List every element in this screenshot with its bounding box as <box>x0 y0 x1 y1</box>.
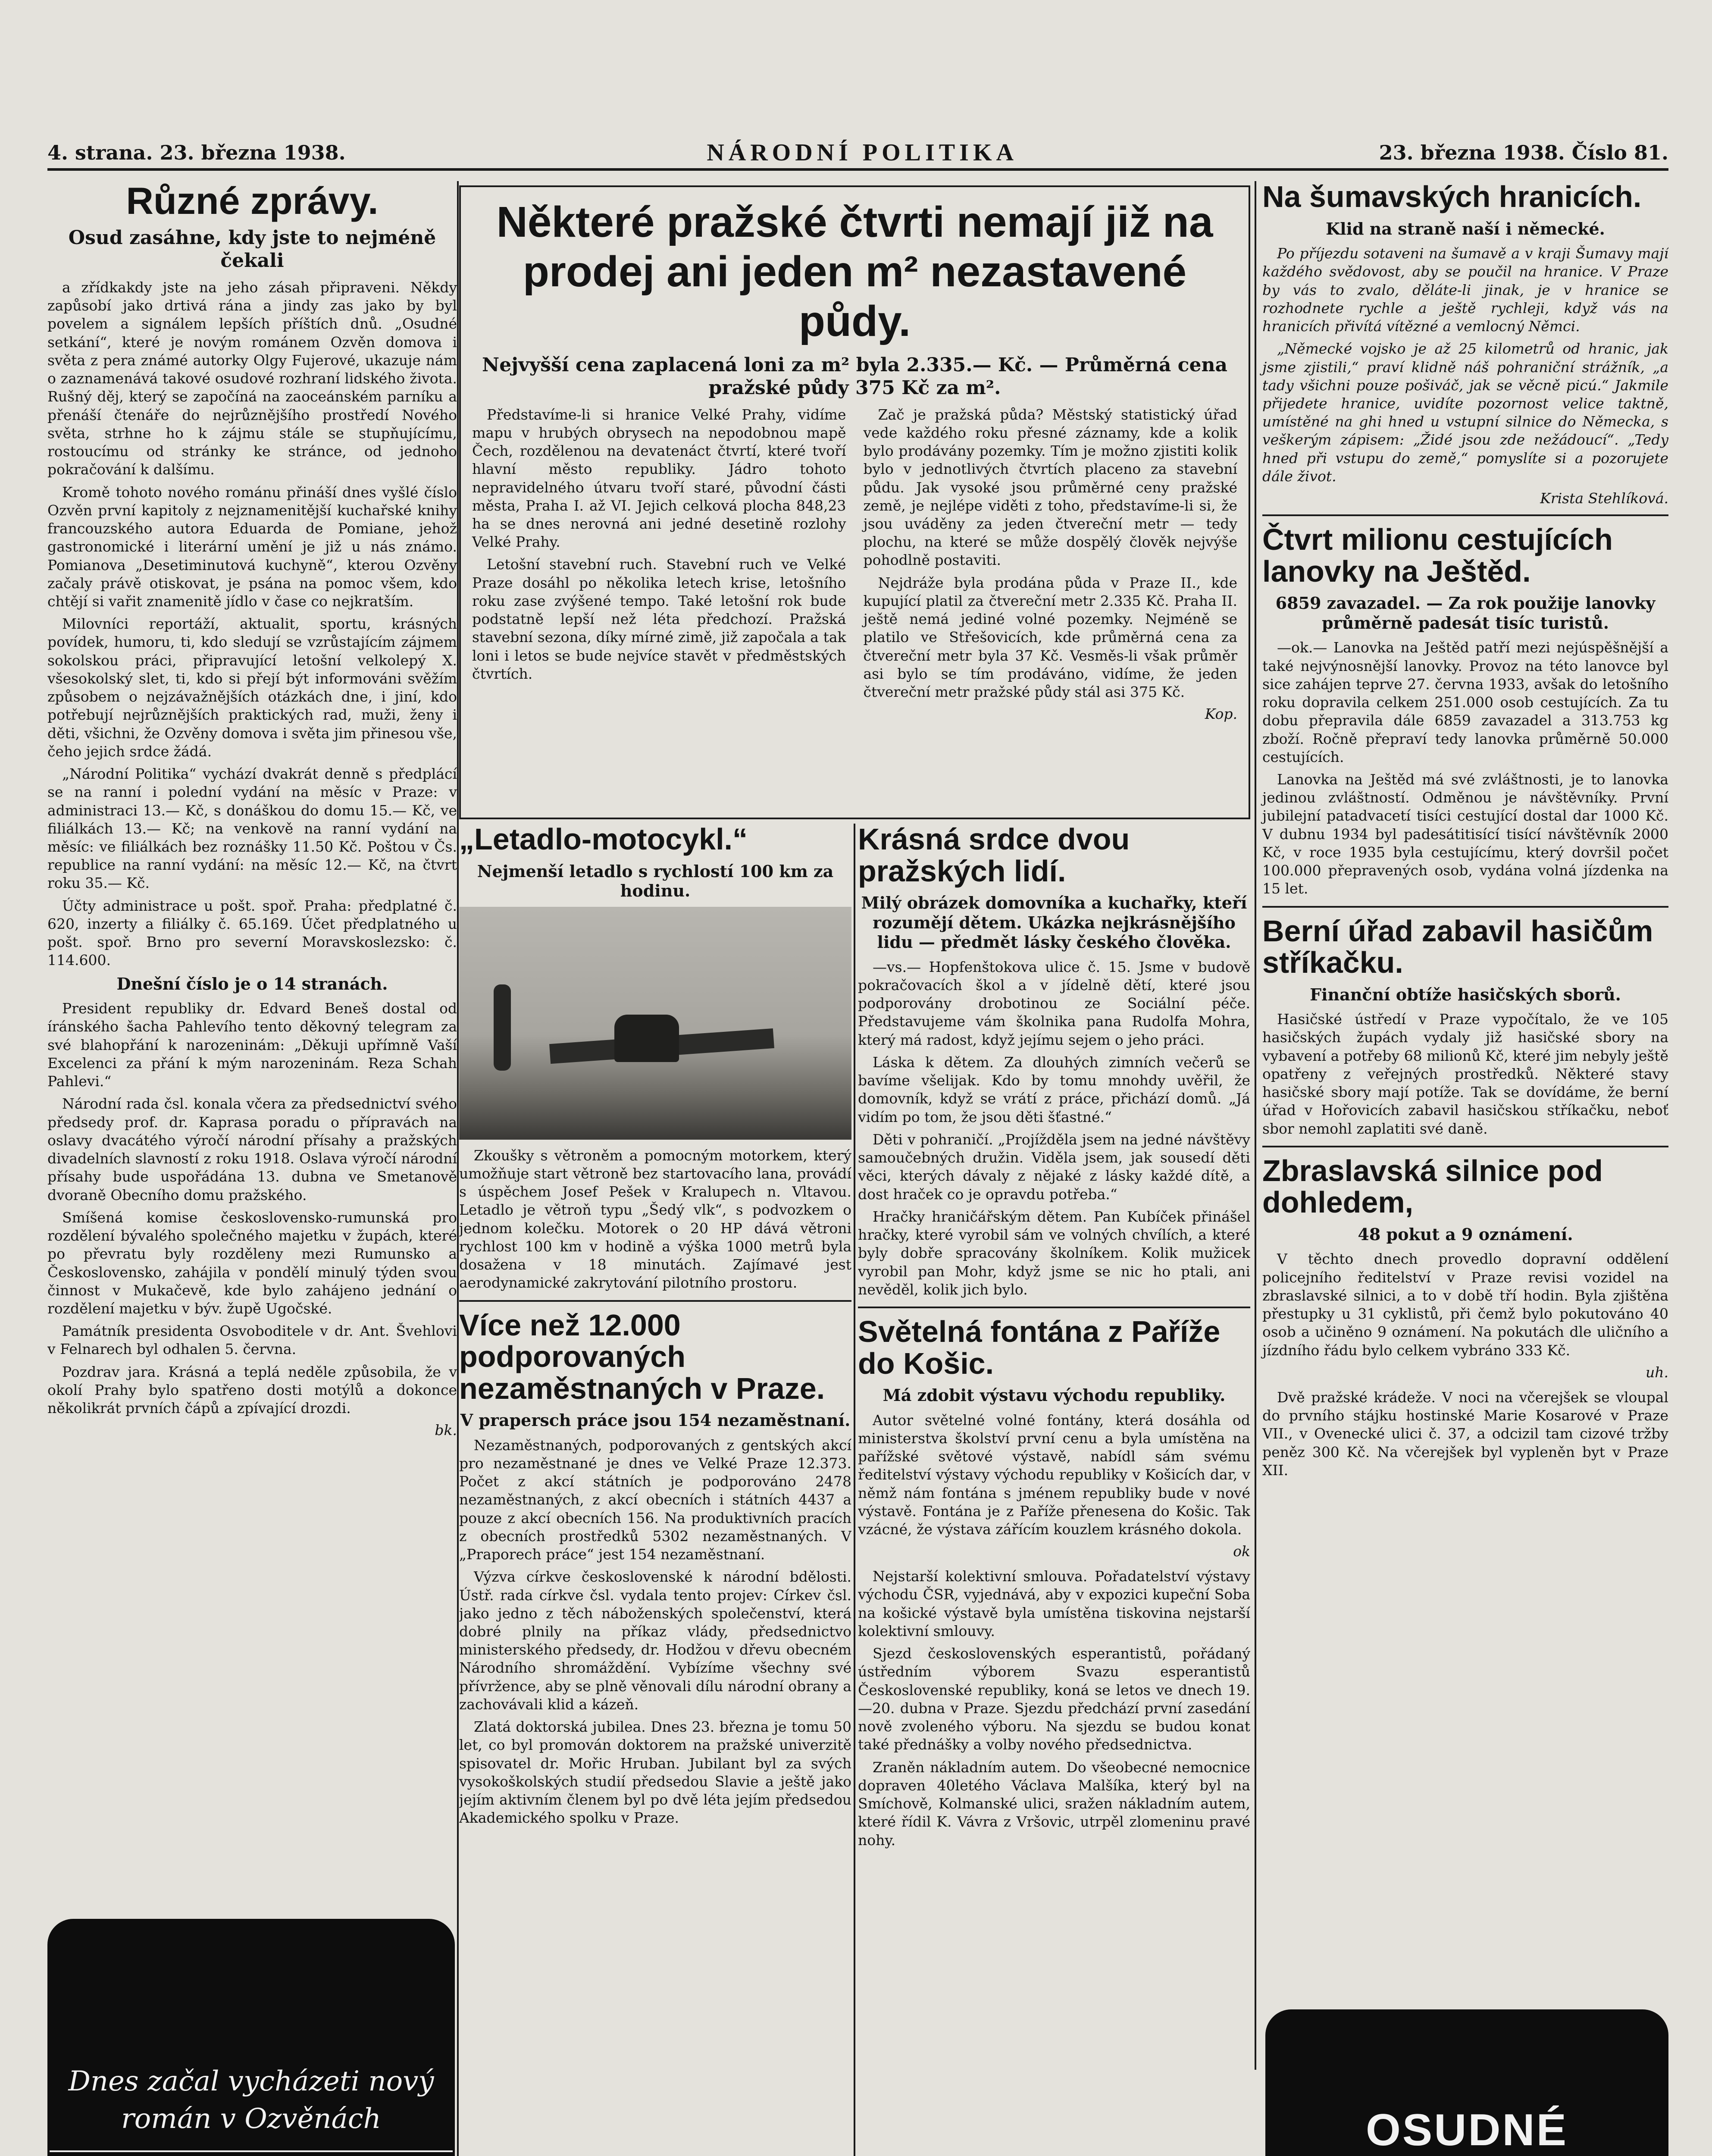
article-subtitle: 6859 zavazadel. — Za rok použije lanovky průměrně padesát tisíc turistů. <box>1275 593 1656 633</box>
ad-title <box>50 2150 453 2156</box>
divider <box>459 1300 851 1302</box>
byline: Kop. <box>1205 705 1237 723</box>
paragraph: Nejdráže byla prodána půda v Praze II., kde kupující platil za čtvereční metr 2.335 Kč. Praha II. ještě nemá jediné volné pozemky. Nejméně se platilo ve Střešovicích, kde průměrná cena za čtvereční metr byla 37 Kč. Vesměs-li však průměr asi bylo se tím prodáváno, vidíme, že jeden čtvereční metr pražské půdy stál asi 375 Kč. <box>863 574 1237 701</box>
masthead-page-date: 4. strana. 23. března 1938. <box>47 141 346 164</box>
article-headline: Na šumavských hranicích. <box>1262 181 1642 213</box>
paragraph: Zač je pražská půda? Městský statistický úřad vede každého roku přesné záznamy, kde a kolik bylo prodávány pozemky. Tím je možno zjistiti kolik bylo v jednotlivých čtvrtích placeno za stavební půdu. Jak vysoké jsou průměrné ceny pražské země, je nejlépe viděti z toho, představíme-li si, že jsou uváděny za jeden čtvereční metr — tedy plochu, na které se může dospělý člověk nejvýše pohodlně postaviti. <box>863 406 1237 569</box>
article-body <box>472 406 1237 723</box>
article-subtitle: Má zdobit výstavu východu republiky. <box>883 1385 1226 1405</box>
column-divider <box>854 824 855 2156</box>
paragraph: Zkoušky s větroněm a pomocným motorkem, který umožňuje start větroně bez startovacího lana, provádí s úspěchem Josef Pešek v Kralupech n. Vltavou. Letadlo je větroň typu „Šedý vlk“, s podvozkem o jednom kolečku. Motorek o 20 HP dává větroni rychlost 100 km v hodině a výška 1000 metrů byla dosažena v 18 minutách. Zajímavé jest aerodynamické zakrytování pilotního prostoru. <box>459 1147 851 1291</box>
article-subtitle: Nejvyšší cena zaplacená loni za m² byla 2.335.— Kč. — Průměrná cena pražské půdy 375 Kč za m². <box>482 354 1227 399</box>
paragraph: V těchto dnech provedlo dopravní oddělení policejního ředitelství v Praze revisi vozidel na zbraslavské silnici, a to v době tří hodin. Byla zjištěna přestupky u 31 cyklistů, při čemž bylo pokutováno 40 osob a učiněno 9 oznámení. Na pokutách dle uličního a jízdního řádu bylo celkem vybráno 333 Kč. <box>1262 1250 1668 1359</box>
section-title: Různé zprávy. <box>126 181 379 222</box>
glider-photo <box>459 907 851 1140</box>
article-headline: Krásná srdce dvou pražských lidí. <box>858 824 1130 888</box>
article-subtitle: 48 pokut a 9 oznámení. <box>1358 1224 1573 1244</box>
column-divider <box>457 181 459 2156</box>
article-subtitle: Finanční obtíže hasičských sborů. <box>1310 984 1621 1004</box>
paragraph: Zraněn nákladním autem. Do všeobecné nemocnice dopraven 40letého Václava Malšíka, který byl na Smíchově, Kolmanské ulici, sražen nákladním autem, které řídil K. Vávra z Vršovic, utrpěl zlomeninu pravé nohy. <box>858 1758 1250 1849</box>
paragraph: Nejstarší kolektivní smlouva. Pořadatelství výstavy východu ČSR, vyjednává, aby v expozici kupeční Soba na košické výstavě byla umístěna tiskovina nejstarší kolektivní smlouvy. <box>858 1568 1250 1639</box>
paragraph: Po příjezdu sotaveni na šumavě a v kraji Šumavy mají každého svědovost, aby se poučil na hranice. V Praze by vás to zvalo, děláte-li jinak, je v hranice se rozhodnete rychle a ještě rychleji, když vás na hranicích přivítá vítězné a vemlocný Němci. <box>1262 245 1668 335</box>
paragraph: „Národní Politika“ vychází dvakrát denně s předplácí se na ranní i polední vydání na měsíc v Praze: v administraci 13.— Kč, s donáškou do domu 15.— Kč, ve filiálkách 13.— Kč; na venkově na ranní vydání na měsíc: ve filiálkách bez roznášky 11.50 Kč. Poštou v Čs. republice na ranní vydání: na měsíc 12.— Kč, na čtvrt roku 35.— Kč. <box>47 765 457 892</box>
paragraph: President republiky dr. Edvard Beneš dostal od íránského šacha Pahlevího tento děkovný telegram za své blahopřání k narozeninám: „Děkuji upřímně Vaší Excelenci za přání k mým narozeninám. Reza Schah Pahlevi.“ <box>47 1000 457 1090</box>
paragraph: Sjezd československých esperantistů, pořádaný ústředním výborem Svazu esperantistů Československé republiky, koná se letos ve dnech 19.—20. dubna v Praze. Sjezdu předchází první zasedání nově zvoleného výboru. Na sjezdu se budou konat také přednášky a volby nového předsednictva. <box>858 1645 1250 1753</box>
paragraph: Nezaměstnaných, podporovaných z gentských akcí pro nezaměstnané je dnes ve Velké Praze 12.373. Počet z akcí státních je podporováno 2478 nezaměstnaných, z akcí obecních i státních 4437 a pouze z akcí obecních 156. Na produktivních pracích z obecních prostředků 5302 nezaměstnaných. V „Praporech práce“ jest 154 nezaměstnaní. <box>459 1436 851 1563</box>
divider <box>1262 1146 1668 1147</box>
photo-person <box>494 984 511 1071</box>
advertisement-osudne-setkani <box>47 1919 455 2156</box>
article-prague-land <box>459 185 1250 819</box>
divider <box>1262 514 1668 516</box>
issue-page-count: Dnešní číslo je o 14 stranách. <box>116 974 388 993</box>
byline: ok <box>1233 1543 1250 1560</box>
article-headline: „Letadlo-motocykl.“ <box>459 824 748 856</box>
article-headline: Zbraslavská silnice pod dohledem, <box>1262 1153 1603 1219</box>
article-subtitle: Klid na straně naší i německé. <box>1326 219 1605 238</box>
paragraph: Výzva církve československé k národní bdělosti. Ústř. rada církve čsl. vydala tento projev: Církev čsl. jako jedno z těch náboženských společenství, která dobré plnily na příkaz vlády, předsednictvo ministerského předsedy, dr. Hodžou v dřevu obecném Národního shromáždění. Vybízíme všechny své přívržence, aby se plně věnovali dílu národní obrany a zachovávali klid a kázeň. <box>459 1568 851 1713</box>
divider <box>1262 906 1668 908</box>
article-subtitle: V prapersch práce jsou 154 nezaměstnaní. <box>460 1410 851 1430</box>
masthead-issue-number: 23. března 1938. Číslo 81. <box>1379 141 1668 164</box>
column-right <box>1255 181 1668 2070</box>
paragraph: Láska k dětem. Za dlouhých zimních večerů se bavíme všelijak. Kdo by tomu mnohdy uvěřil, že domovník, když se vrátí z práce, přichází domů. „Já vidím po tom, že jsou děti šťastné.“ <box>858 1053 1250 1125</box>
article-headline: Více než 12.000 podporovaných nezaměstnaných v Praze. <box>459 1308 825 1405</box>
paragraph: Děti v pohraničí. „Projížděla jsem na jedné návštěvy samoučebných družin. Viděla jsem, jak sousedí děti věci, kterých dávaly z nějaké z lásky každé dítě, a dost hraček co je opravdu potřeba.“ <box>858 1131 1250 1203</box>
paragraph: Milovníci reportáží, aktualit, sportu, krásných povídek, humoru, ti, kdo sledují se vzrůstajícím zájmem sokolskou práci, připravující letošní velkolepý X. všesokolský slet, ti, kdo si přejí být informováni svěžím způsobem o nejzávažnějších otázkách dne, i jiní, kdo potřebují nejrůznějších praktických rad, muži, ženy i děti, všichni, že Ozvěny domova i světa jim přinesou vše, čeho jejich srdce žádá. <box>47 615 457 760</box>
article-headline: Čtvrt milionu cestujících lanovky na Ještěd. <box>1262 523 1613 588</box>
paragraph: Smíšená komise československo-rumunská pro rozdělení bývalého společného majetku v župách, které po převratu byly rozděleny mezi Rumunsko a Československo, zahájila v pondělí minulý týden svou činnost v Mukačevě, kde bylo zahájeno jednání o rozdělení majetku v býv. župě Ugočské. <box>47 1209 457 1317</box>
paragraph: Zlatá doktorská jubilea. Dnes 23. března je tomu 50 let, co byl promován doktorem na pražské univerzitě spisovatel dr. Mořic Hruban. Jubilant byl za svých vysokoškolských studií předsedou Slavie a ještě jako jejím aktivním členem byl po dvě léta jejím předsedou Akademického spolku v Praze. <box>459 1718 851 1827</box>
article-headline: Některé pražské čtvrti nemají již na prodej ani jeden m² nezastavené půdy. <box>496 198 1213 345</box>
paragraph: Dvě pražské krádeže. V noci na včerejšek se vloupal do prvního stájku hostinské Marie Kosarové v Praze VII., v Ovenecké ulici č. 37, a odcizil tam cizové tržby peněz 300 Kč. Na včerejšek byl vypleněn byt v Praze XII. <box>1262 1388 1668 1479</box>
photo-glider-body <box>614 1015 679 1062</box>
article-subtitle: Nejmenší letadlo s rychlostí 100 km za hodinu. <box>477 861 834 901</box>
masthead <box>47 137 1668 171</box>
paragraph: Pozdrav jara. Krásná a teplá neděle způsobila, že v okolí Prahy bylo spatřeno dosti motýlů a dokonce několikrát prvních čápů a zpívající drozdi. <box>47 1363 457 1417</box>
column-various-news <box>47 181 457 2057</box>
column-plane-unemployed <box>459 824 851 2156</box>
paragraph: Hasičské ústředí v Praze vypočítalo, že ve 105 hasičských župách vydaly již hasičské sbory na vybavení a potřeby 68 milionů Kč, které jim nebyly ještě opatřeny z veřejných prostředků. Některé stavy hasičské sbory mají potíže. Tak se dovídáme, že berní úřad v Hořovicích zabavil hasičskou stříkačku, neboť sbor nemohl zaplatiti své daně. <box>1262 1011 1668 1137</box>
paragraph: Památník presidenta Osvoboditele v dr. Ant. Švehlovi v Felnarech byl odhalen 5. června. <box>47 1322 457 1358</box>
column-hearts-fountain <box>858 824 1250 2156</box>
article-headline: Světelná fontána z Paříže do Košic. <box>858 1315 1221 1380</box>
byline: uh. <box>1646 1363 1668 1381</box>
advertisement-osudne-setkani-right <box>1265 2009 1668 2156</box>
paragraph: Hračky hraničářským dětem. Pan Kubíček přinášel hračky, které vyrobil sám ve volných chvílích, a které byly dobře spracovány školníkem. Kolik mužicek vyrobil pan Mohr, když jsme se nic ho ptali, ani nevěděl, kolik jich bylo. <box>858 1208 1250 1298</box>
paragraph: Národní rada čsl. konala včera za předsednictví svého předsedy prof. dr. Kaprasa poradu o přípravách na oslavy dvacátého výročí národní přísahy a pražských divadelních slavností z roku 1918. Oslava výročí národní přísahy bude uspořádána 13. dubna ve Smetanově dvoraně Obecního domu pražského. <box>47 1095 457 1203</box>
divider <box>858 1307 1250 1308</box>
paragraph: Představíme-li si hranice Velké Prahy, vidíme mapu v hrubých obrysech na nepodobnou mapě Čech, rozdělenou na devatenáct čtvrtí, které tvoří hlavní město republiky. Jádro tohoto nepravidelného útvaru tvoří staré, původní části města, Praha I. až VI. Jejich celková plocha 848,23 ha se dnes nerovná ani jedné desetině rozlohy Velké Prahy. <box>472 406 846 551</box>
paragraph: a zřídkakdy jste na jeho zásah připraveni. Někdy zapůsobí jako drtivá rána a jindy zas jako by byl povelem a signálem lepších příštích dnů. „Osudné setkání“, které je novým románem Ozvěn domova i světa z pera známé autorky Olgy Fujerové, ukazuje nám o zaznamenává takové osudové rozhraní lidského života. Rušný děj, který se započíná na zaoceánském parníku a přenáší čtenáře do nejrůznějšího prostředí Nového světa, strhne ho k zájmu stále se stupňujícímu, rostoucímu od stránky ke stránce, od jednoho pokračování k dalšímu. <box>47 279 457 478</box>
paragraph: Lanovka na Ještěd má své zvláštnosti, je to lanovka jedinou zvláštností. Odměnou je návštěvníky. První jubilejní patadvacetí tisíci cestující dostal dar 1000 Kč. V dubnu 1934 byl padesátitisící tisící návštěvník 2000 Kč, v roce 1935 byla cestujícímu, který dovršil počet 100.000 přepravených osob, vydána volná jízdenka na 15 let. <box>1262 771 1668 897</box>
paragraph: —vs.— Hopfenštokova ulice č. 15. Jsme v budově pokračovacích škol a v jídelně dětí, které jsou podporovány drobotinou ze Sociální péče. Představujeme vám školnika pana Rudolfa Mohra, který má radost, když jejímu sejem o jeho práci. <box>858 958 1250 1048</box>
paragraph: Účty administrace u pošt. spoř. Praha: předplatné č. 620, inzerty a filiálky č. 65.169. Účet předplatného u pošt. spoř. Brno pro severní Moravskoslezsko: č. 114.600. <box>47 897 457 969</box>
article-subtitle: Osud zasáhne, kdy jste to nejméně čekali <box>68 227 436 272</box>
ad-text: Dnes začal vycházeti nový román v Ozvěnách <box>68 2065 434 2135</box>
masthead-title: NÁRODNÍ POLITIKA <box>707 139 1018 166</box>
paragraph: Kromě tohoto nového románu přináší dnes vyšlé číslo Ozvěn první kapitoly z nejznamenitější kuchařské knihy francouzského autora Eduarda de Pomiane, jehož gastronomické i literární umění je již u nás známo. Pomianova „Desetiminutová kuchyně“, kterou Ozvěny začaly právě otiskovat, je psána na pomoc všem, kdo chtějí si vařit znamenitě jídlo v čase co nejkratším. <box>47 483 457 610</box>
paragraph: —ok.— Lanovka na Ještěd patří mezi nejúspěšnější a také nejvýnosnější lanovky. Provoz na této lanovce byl sice zahájen teprve 27. června 1933, avšak do letošního roku dopravila celkem 251.000 osob cestujících. Za tu dobu přepravila dále 6859 zavazadel a 313.753 kg zboží. Ročně přepraví tedy lanovka průměrně 50.000 cestujících. <box>1262 639 1668 765</box>
paragraph: Letošní stavební ruch. Stavební ruch ve Velké Praze dosáhl po několika letech krise, letošního roku zase zvýšené tempo. Také letošní rok bude podstatně lepší než léta předchozí. Pražská stavební sezona, díky mírné zimě, již započala a tak loni i letos se bude nejvíce stavět v předměstských čtvrtích. <box>472 556 846 682</box>
paragraph: „Německé vojsko je až 25 kilometrů od hranic, jak jsme zjistili,“ praví klidně náš pohraniční strážník, „a tady všichni pouze pošiváč, jak se věcně picú.“ Jakmile přijedete hranice, uvidíte pozornost velice taktně, umístěné na ghi hned u vstupní silnice do Německa, s veškerým zápisem: „Židé jsou zde nežádoucí“. „Tedy hned při vstupu do země,“ pomyslíte si a pozorujete dále život. <box>1262 340 1668 485</box>
ad-title: OSUDNÉ <box>1366 2105 1568 2155</box>
byline: bk. <box>435 1422 457 1439</box>
article-subtitle: Milý obrázek domovníka a kuchařky, kteří rozumějí dětem. Ukázka nejkrásnějšího lidu — předmět lásky českého člověka. <box>861 893 1247 952</box>
byline: Krista Stehlíková. <box>1540 490 1668 507</box>
paragraph: Autor světelné volné fontány, která dosáhla od ministerstva školství první cenu a byla umístěna na pařížské světové výstavě, nabídl sám svému ředitelství výstavy východu republiky v Košicích dar, v němž nám fontána s jménem republiky bude v nové výstavě. Fontána je z Paříže přenesena do Košic. Tak vzácné, že výstava zářícím kouzlem krásného dokola. <box>858 1411 1250 1538</box>
article-headline: Berní úřad zabavil hasičům stříkačku. <box>1262 914 1653 980</box>
